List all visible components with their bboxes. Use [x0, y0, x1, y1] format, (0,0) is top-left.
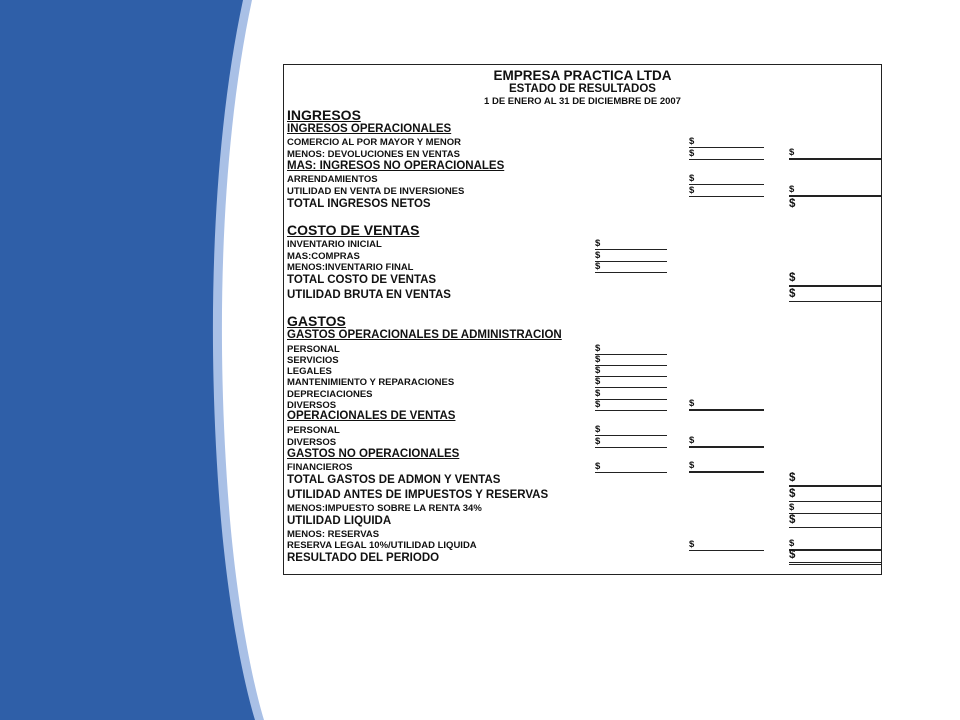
currency-symbol: $	[595, 435, 601, 447]
section-heading: GASTOS OPERACIONALES DE ADMINISTRACION	[287, 328, 562, 341]
currency-symbol: $	[689, 397, 695, 409]
amount-cell	[595, 423, 667, 436]
currency-symbol: $	[689, 434, 695, 446]
amount-cell	[595, 342, 667, 355]
currency-symbol: $	[595, 249, 601, 261]
line-item-label: PERSONAL	[287, 343, 340, 355]
currency-symbol: $	[595, 364, 601, 376]
line-item-label: MAS:COMPRAS	[287, 250, 360, 262]
currency-symbol: $	[789, 548, 796, 561]
amount-cell	[789, 271, 882, 287]
currency-symbol: $	[789, 197, 796, 210]
amount-cell	[789, 537, 882, 551]
currency-symbol: $	[689, 172, 695, 184]
amount-cell	[789, 548, 882, 565]
amount-cell	[789, 513, 882, 528]
currency-symbol: $	[689, 135, 695, 147]
currency-symbol: $	[789, 501, 795, 513]
currency-symbol: $	[789, 146, 795, 158]
amount-cell	[789, 471, 882, 487]
currency-symbol: $	[789, 183, 795, 195]
amount-cell	[595, 435, 667, 448]
line-item-label: TOTAL GASTOS DE ADMON Y VENTAS	[287, 473, 501, 486]
company-name: EMPRESA PRACTICA LTDA	[493, 68, 672, 83]
currency-symbol: $	[595, 398, 601, 410]
amount-cell	[789, 146, 882, 160]
currency-symbol: $	[789, 471, 796, 484]
line-item-label: COMERCIO AL POR MAYOR Y MENOR	[287, 136, 462, 148]
line-item-label: FINANCIEROS	[287, 461, 353, 473]
currency-symbol: $	[689, 538, 695, 550]
section-heading: INGRESOS	[287, 107, 361, 123]
line-item-label: RESULTADO DEL PERIODO	[287, 551, 440, 564]
amount-cell	[789, 183, 882, 197]
amount-cell	[689, 135, 764, 148]
amount-cell	[595, 364, 667, 377]
line-item-label: TOTAL COSTO DE VENTAS	[287, 273, 437, 286]
currency-symbol: $	[595, 342, 601, 354]
line-item-label: MENOS:IMPUESTO SOBRE LA RENTA 34%	[287, 502, 482, 514]
amount-cell	[789, 501, 882, 514]
currency-symbol: $	[689, 459, 695, 471]
line-item-label: MENOS: DEVOLUCIONES EN VENTAS	[287, 148, 460, 160]
line-item-label: UTILIDAD EN VENTA DE INVERSIONES	[287, 185, 465, 197]
line-item-label: TOTAL INGRESOS NETOS	[287, 197, 431, 210]
currency-symbol: $	[689, 147, 695, 159]
section-heading: OPERACIONALES DE VENTAS	[287, 409, 456, 422]
currency-symbol: $	[595, 237, 601, 249]
amount-cell	[689, 459, 764, 473]
currency-symbol: $	[595, 460, 601, 472]
income-statement-sheet	[283, 64, 882, 575]
amount-cell	[789, 287, 882, 302]
amount-cell	[595, 387, 667, 400]
currency-symbol: $	[689, 184, 695, 196]
currency-symbol: $	[789, 513, 796, 526]
line-item-label: LEGALES	[287, 365, 332, 377]
amount-cell	[595, 460, 667, 473]
currency-symbol: $	[789, 287, 796, 300]
currency-symbol: $	[595, 375, 601, 387]
line-item-label: PERSONAL	[287, 424, 340, 436]
section-heading: INGRESOS OPERACIONALES	[287, 122, 452, 135]
line-item-label: UTILIDAD ANTES DE IMPUESTOS Y RESERVAS	[287, 488, 549, 501]
amount-cell	[595, 237, 667, 250]
currency-symbol: $	[595, 387, 601, 399]
currency-symbol: $	[789, 271, 796, 284]
line-item-label: UTILIDAD BRUTA EN VENTAS	[287, 288, 451, 301]
line-item-label: RESERVA LEGAL 10%/UTILIDAD LIQUIDA	[287, 539, 477, 551]
amount-cell	[689, 538, 764, 551]
section-heading: GASTOS	[287, 313, 346, 329]
amount-cell	[689, 172, 764, 185]
statement-title: ESTADO DE RESULTADOS	[509, 83, 656, 95]
amount-cell	[595, 398, 667, 411]
amount-cell	[689, 434, 764, 448]
amount-cell	[595, 353, 667, 366]
section-heading: MAS: INGRESOS NO OPERACIONALES	[287, 159, 505, 172]
line-item-label: SERVICIOS	[287, 354, 339, 366]
currency-symbol: $	[595, 260, 601, 272]
currency-symbol: $	[789, 487, 796, 500]
line-item-label: DIVERSOS	[287, 436, 337, 448]
line-item-label: MENOS:INVENTARIO FINAL	[287, 261, 414, 273]
amount-cell	[689, 184, 764, 197]
amount-cell	[595, 260, 667, 273]
line-item-label: ARRENDAMIENTOS	[287, 173, 378, 185]
line-item-label: MENOS: RESERVAS	[287, 528, 380, 540]
section-heading: COSTO DE VENTAS	[287, 222, 420, 238]
line-item-label: UTILIDAD LIQUIDA	[287, 514, 392, 527]
currency-symbol: $	[789, 537, 795, 549]
amount-cell	[689, 397, 764, 411]
line-item-label: MANTENIMIENTO Y REPARACIONES	[287, 376, 455, 388]
amount-cell	[595, 375, 667, 388]
statement-period: 1 DE ENERO AL 31 DE DICIEMBRE DE 2007	[484, 96, 681, 107]
amount-cell	[689, 147, 764, 160]
amount-cell	[789, 487, 882, 502]
line-item-label: DIVERSOS	[287, 399, 337, 411]
currency-symbol: $	[595, 423, 601, 435]
line-item-label: DEPRECIACIONES	[287, 388, 373, 400]
amount-cell	[595, 249, 667, 262]
line-item-label: INVENTARIO INICIAL	[287, 238, 382, 250]
section-heading: GASTOS NO OPERACIONALES	[287, 447, 460, 460]
currency-symbol: $	[595, 353, 601, 365]
